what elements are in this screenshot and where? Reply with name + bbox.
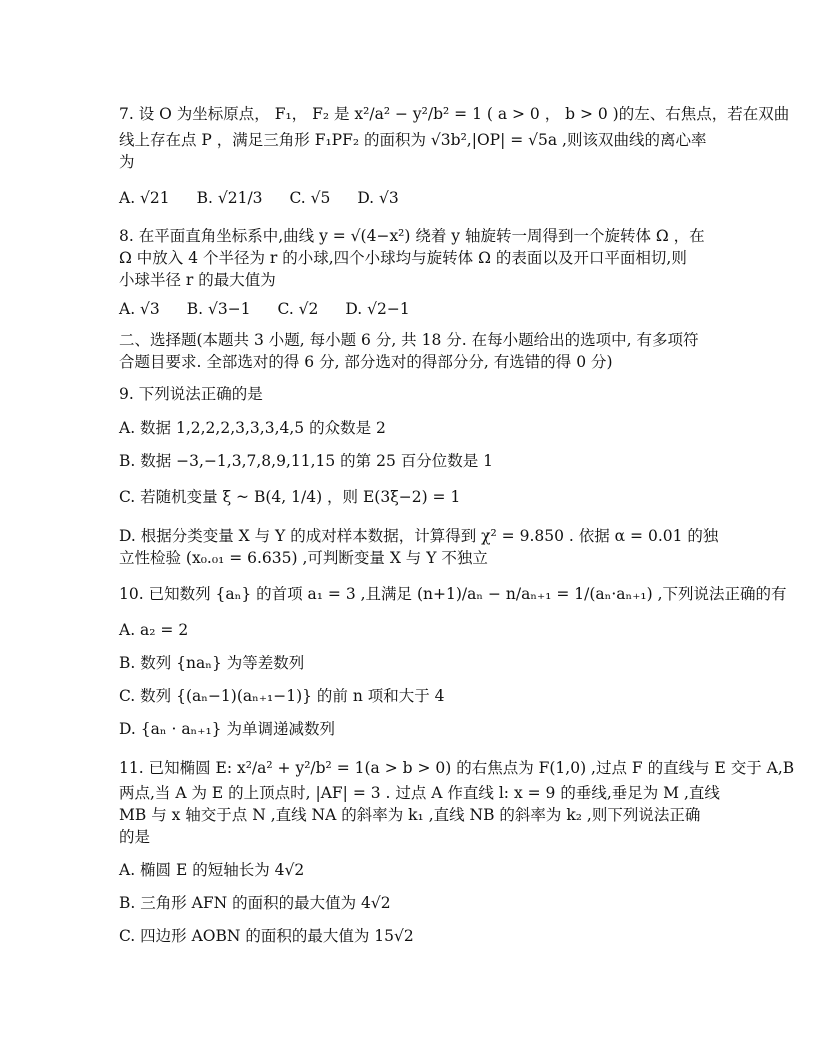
section-2-header-line-1: 二、选择题(本题共 3 小题, 每小题 6 分, 共 18 分. 在每小题给出的选项中, 有多项符 xyxy=(119,331,699,349)
q8-line-1: 8. 在平面直角坐标系中,曲线 y = √(4−x²) 绕着 y 轴旋转一周得到一个旋转体 Ω ，在 xyxy=(119,227,705,245)
q9-option-d-line-2: 立性检验 (x₀.₀₁ = 6.635) ,可判断变量 X 与 Y 不独立 xyxy=(119,549,488,567)
q11-line-2: 两点,当 A 为 E 的上顶点时, |AF| = 3 . 过点 A 作直线 l: x = 9 的垂线,垂足为 M ,直线 xyxy=(119,784,720,802)
q8-option-d: D. √2−1 xyxy=(345,300,410,318)
q10-option-b: B. 数列 {naₙ} 为等差数列 xyxy=(119,654,305,672)
q11-option-c: C. 四边形 AOBN 的面积的最大值为 15√2 xyxy=(119,927,414,945)
q9-option-c: C. 若随机变量 ξ ~ B(4, 1/4) ，则 E(3ξ−2) = 1 xyxy=(119,488,461,506)
q7-line-1: 7. 设 O 为坐标原点， F₁， F₂ 是 x²/a² − y²/b² = 1 ( a > 0 ， b > 0 )的左、右焦点，若在双曲 xyxy=(119,105,790,123)
q11-line-4: 的是 xyxy=(119,828,151,846)
q7-line-3: 为 xyxy=(119,153,135,171)
q10-option-a: A. a₂ = 2 xyxy=(119,621,189,639)
q7-option-d: D. √3 xyxy=(357,189,399,207)
q8-option-b: B. √3−1 xyxy=(186,300,251,318)
q9-option-a: A. 数据 1,2,2,2,3,3,3,4,5 的众数是 2 xyxy=(119,419,386,437)
q8-line-2: Ω 中放入 4 个半径为 r 的小球,四个小球均与旋转体 Ω 的表面以及开口平面相切,则 xyxy=(119,249,687,267)
q11-line-1: 11. 已知椭圆 E: x²/a² + y²/b² = 1(a > b > 0) 的右焦点为 F(1,0) ,过点 F 的直线与 E 交于 A,B xyxy=(119,759,795,777)
q9-option-b: B. 数据 −3,−1,3,7,8,9,11,15 的第 25 百分位数是 1 xyxy=(119,452,494,470)
q11-option-b: B. 三角形 AFN 的面积的最大值为 4√2 xyxy=(119,894,391,912)
q7-line-2: 线上存在点 P ，满足三角形 F₁PF₂ 的面积为 √3b²,|OP| = √5a ,则该双曲线的离心率 xyxy=(119,131,707,149)
q10-option-d: D. {aₙ · aₙ₊₁} 为单调递减数列 xyxy=(119,720,335,738)
q11-line-3: MB 与 x 轴交于点 N ,直线 NA 的斜率为 k₁ ,直线 NB 的斜率为 k₂ ,则下列说法正确 xyxy=(119,806,701,824)
q10-option-c: C. 数列 {(aₙ−1)(aₙ₊₁−1)} 的前 n 项和大于 4 xyxy=(119,687,445,705)
q8-line-3: 小球半径 r 的最大值为 xyxy=(119,271,276,289)
section-2-header-line-2: 合题目要求. 全部选对的得 6 分, 部分选对的得部分分, 有选错的得 0 分) xyxy=(119,353,613,371)
q7-option-a: A. √21 xyxy=(119,189,170,207)
q10-stem: 10. 已知数列 {aₙ} 的首项 a₁ = 3 ,且满足 (n+1)/aₙ − n/aₙ₊₁ = 1/(aₙ·aₙ₊₁) ,下列说法正确的有 xyxy=(119,585,787,603)
q8-option-a: A. √3 xyxy=(119,300,160,318)
q11-option-a: A. 椭圆 E 的短轴长为 4√2 xyxy=(119,861,305,879)
q7-option-c: C. √5 xyxy=(289,189,331,207)
q8-options xyxy=(119,299,699,319)
q7-options xyxy=(119,188,699,208)
q7-option-b: B. √21/3 xyxy=(196,189,263,207)
q8-option-c: C. √2 xyxy=(277,300,319,318)
q9-stem: 9. 下列说法正确的是 xyxy=(119,385,263,403)
q9-option-d-line-1: D. 根据分类变量 X 与 Y 的成对样本数据，计算得到 χ² = 9.850 . 依据 α = 0.01 的独 xyxy=(119,527,719,545)
